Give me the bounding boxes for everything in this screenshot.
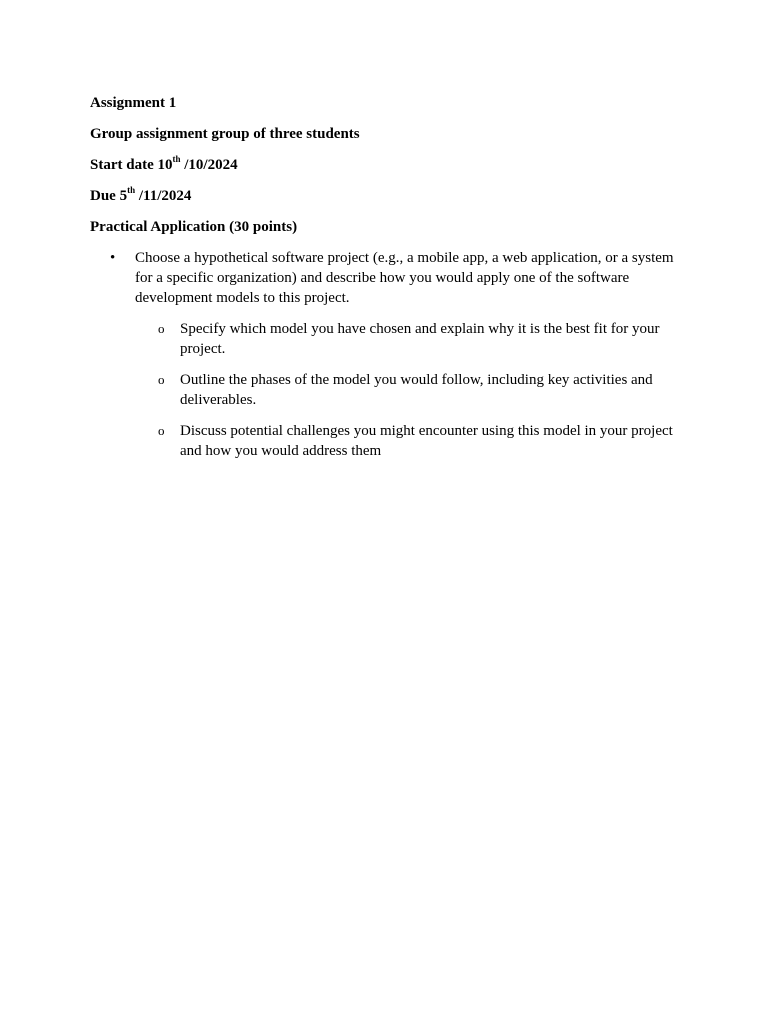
subtask-text: Discuss potential challenges you might encounter using this model in your project and how you would address them bbox=[180, 423, 673, 459]
bullet-icon: • bbox=[110, 250, 116, 266]
due-date-suffix: /11/2024 bbox=[135, 188, 192, 204]
subtask-text: Specify which model you have chosen and explain why it is the best fit for your project. bbox=[180, 321, 660, 357]
sub-bullet-icon: o bbox=[158, 372, 165, 387]
subtask-text: Outline the phases of the model you would follow, including key activities and deliverables. bbox=[180, 372, 653, 408]
start-date-suffix: /10/2024 bbox=[180, 157, 238, 173]
task-text: Choose a hypothetical software project (e.g., a mobile app, a web application, or a system for a specific organization) and describe how you would apply one of the software development models to this project. bbox=[135, 250, 674, 306]
subtask-list-item bbox=[135, 319, 690, 359]
subtask-list-item bbox=[135, 421, 690, 461]
start-date-superscript: th bbox=[172, 154, 181, 164]
task-list-item bbox=[90, 248, 690, 461]
sub-bullet-icon: o bbox=[158, 423, 165, 438]
start-date-line bbox=[90, 155, 690, 175]
subtask-list bbox=[135, 319, 690, 461]
document-page bbox=[90, 93, 690, 472]
task-list bbox=[90, 248, 690, 461]
group-assignment-line: Group assignment group of three students bbox=[90, 126, 360, 142]
section-title: Practical Application (30 points) bbox=[90, 219, 298, 235]
due-date-prefix: Due 5 bbox=[90, 188, 128, 204]
due-date-line bbox=[90, 186, 690, 206]
due-date-superscript: th bbox=[127, 185, 136, 195]
subtask-list-item bbox=[135, 370, 690, 410]
sub-bullet-icon: o bbox=[158, 321, 165, 336]
assignment-title: Assignment 1 bbox=[90, 95, 177, 111]
start-date-prefix: Start date 10 bbox=[90, 157, 173, 173]
